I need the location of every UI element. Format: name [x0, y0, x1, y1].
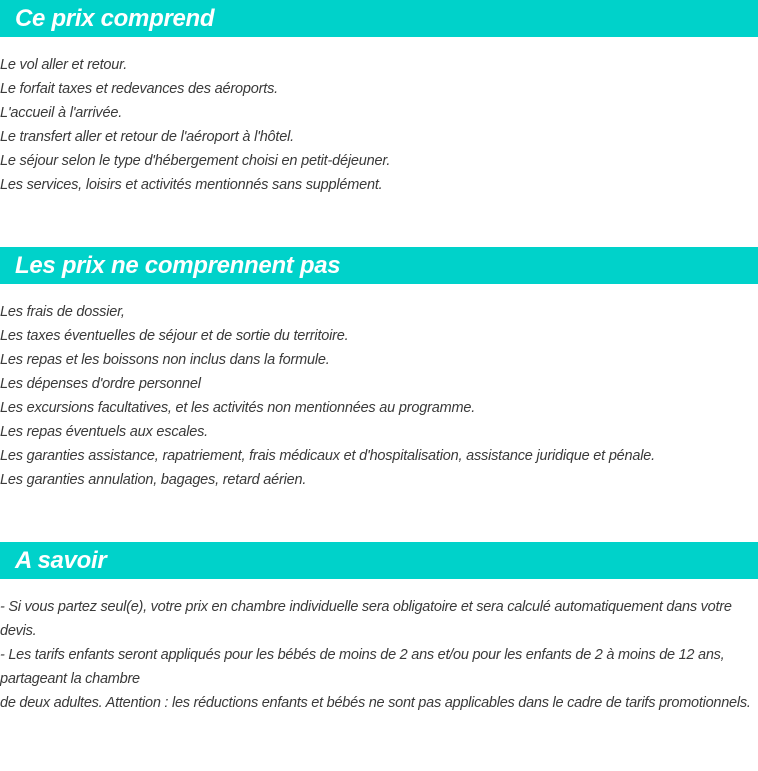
list-item: Les garanties assistance, rapatriement, frais médicaux et d'hospitalisation, assistance juridique et pénale. [0, 448, 655, 464]
section-title: Les prix ne comprennent pas [15, 252, 341, 279]
list-item: Les excursions facultatives, et les activités non mentionnées au programme. [0, 400, 476, 416]
list-item: Les repas éventuels aux escales. [0, 424, 209, 440]
section-header-not-included [0, 247, 758, 284]
list-item: Les services, loisirs et activités mentionnés sans supplément. [0, 177, 383, 193]
info-paragraph: - Les tarifs enfants seront appliqués pour les bébés de moins de 2 ans et/ou pour les enfants de 2 à moins de 12 ans, partageant la chambre [0, 647, 725, 687]
section-header-good-to-know [0, 542, 758, 579]
not-included-list [0, 300, 758, 492]
list-item: Les frais de dossier, [0, 304, 125, 320]
list-item: Le vol aller et retour. [0, 57, 128, 73]
list-item: Le transfert aller et retour de l'aéroport à l'hôtel. [0, 129, 294, 145]
list-item: Les dépenses d'ordre personnel [0, 376, 201, 392]
section-title: A savoir [15, 547, 107, 574]
included-list [0, 53, 758, 197]
list-item: L'accueil à l'arrivée. [0, 105, 123, 121]
list-item: Le séjour selon le type d'hébergement choisi en petit-déjeuner. [0, 153, 391, 169]
section-title: Ce prix comprend [15, 5, 215, 32]
info-paragraph: - Si vous partez seul(e), votre prix en chambre individuelle sera obligatoire et sera calculé automatiquement dans votre devis. [0, 599, 732, 639]
list-item: Le forfait taxes et redevances des aéroports. [0, 81, 278, 97]
info-paragraph: de deux adultes. Attention : les réductions enfants et bébés ne sont pas applicables dans le cadre de tarifs promotionnels. [0, 695, 751, 711]
list-item: Les taxes éventuelles de séjour et de sortie du territoire. [0, 328, 349, 344]
list-item: Les repas et les boissons non inclus dans la formule. [0, 352, 330, 368]
section-header-included [0, 0, 758, 37]
list-item: Les garanties annulation, bagages, retard aérien. [0, 472, 307, 488]
